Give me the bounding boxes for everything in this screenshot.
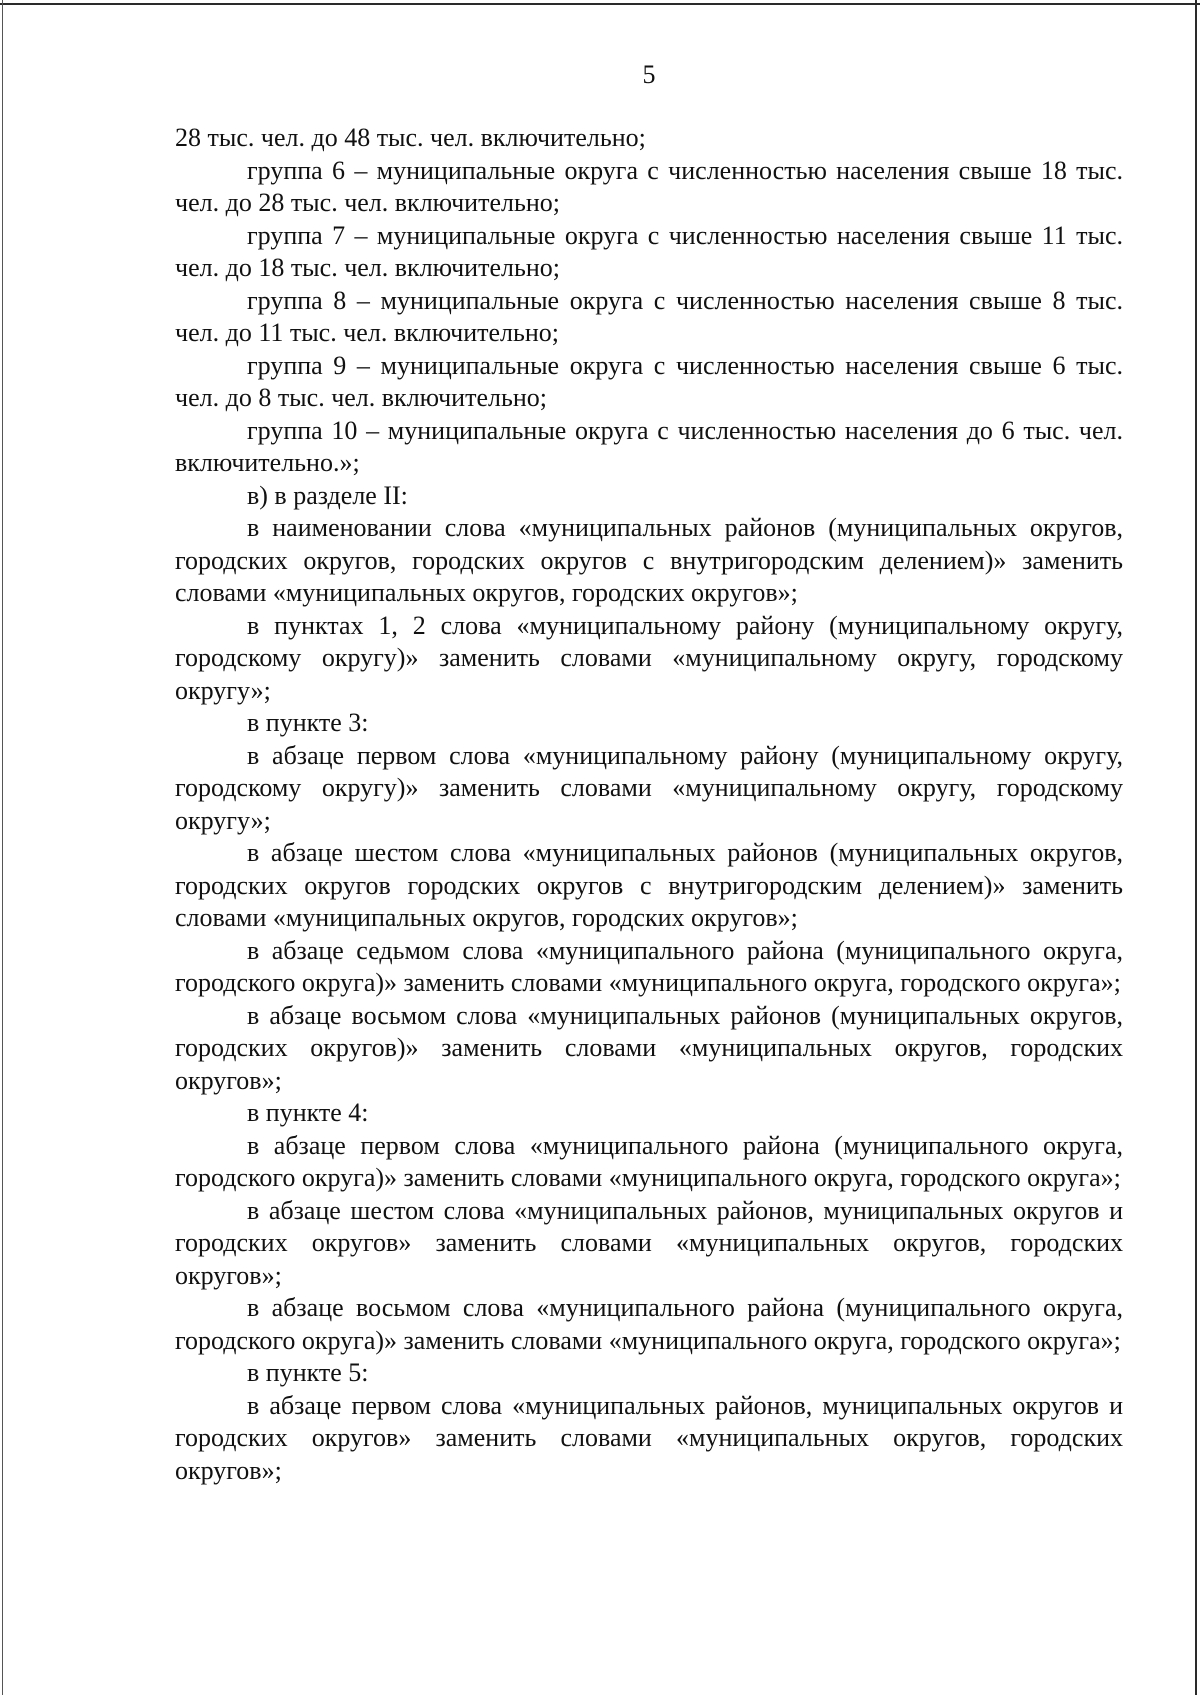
paragraph: в абзаце седьмом слова «муниципального района (муниципального округа, городского округа)» заменить словами «муниципального округа, городского округа»; — [175, 935, 1123, 997]
page-number: 5 — [642, 60, 656, 89]
paragraph: в наименовании слова «муниципальных районов (муниципальных округов, городских округов, городских округов с внутригородским делением)» заменить словами «муниципальных округов, городских округов»; — [175, 513, 1123, 607]
scan-left-edge — [2, 0, 3, 1695]
paragraph: в абзаце восьмом слова «муниципального района (муниципального округа, городского округа)» заменить словами «муниципального округа, городского округа»; — [175, 1293, 1123, 1355]
paragraph: группа 9 – муниципальные округа с численностью населения свыше 6 тыс. чел. до 8 тыс. чел. включительно; — [175, 350, 1123, 412]
scan-top-edge — [0, 3, 1200, 5]
paragraph: 28 тыс. чел. до 48 тыс. чел. включительно; — [175, 123, 646, 152]
paragraph: в абзаце первом слова «муниципальных районов, муниципальных округов и городских округов» заменить словами «муниципальных округов, городских округов»; — [175, 1390, 1123, 1485]
paragraph: в абзаце первом слова «муниципального района (муниципального округа, городского округа)» заменить словами «муниципального округа, городского округа»; — [175, 1130, 1123, 1192]
item-heading: в пункте 3: — [247, 708, 369, 737]
paragraph: группа 8 – муниципальные округа с численностью населения свыше 8 тыс. чел. до 11 тыс. чел. включительно; — [175, 285, 1123, 347]
paragraph: группа 7 – муниципальные округа с численностью населения свыше 11 тыс. чел. до 18 тыс. чел. включительно; — [175, 220, 1123, 282]
paragraph: группа 6 – муниципальные округа с численностью населения свыше 18 тыс. чел. до 28 тыс. чел. включительно; — [175, 155, 1123, 217]
paragraph: в абзаце шестом слова «муниципальных районов, муниципальных округов и городских округов» заменить словами «муниципальных округов, городских округов»; — [175, 1195, 1123, 1290]
paragraph: в пунктах 1, 2 слова «муниципальному району (муниципальному округу, городскому округу)» заменить словами «муниципальному округу, городскому округу»; — [175, 610, 1123, 705]
paragraph: группа 10 – муниципальные округа с численностью населения до 6 тыс. чел. включительно.»; — [175, 415, 1123, 477]
section-heading: в) в разделе II: — [247, 480, 408, 510]
paragraph: в абзаце шестом слова «муниципальных районов (муниципальных округов, городских округов городских округов с внутригородским делением)» заменить словами «муниципальных округов, городских округов»; — [175, 838, 1123, 932]
document-body — [175, 122, 1123, 1487]
item-heading: в пункте 5: — [247, 1358, 369, 1387]
paragraph: в абзаце восьмом слова «муниципальных районов (муниципальных округов, городских округов)» заменить словами «муниципальных округов, городских округов»; — [175, 1000, 1123, 1095]
scan-right-edge — [1195, 0, 1197, 1695]
item-heading: в пункте 4: — [247, 1098, 369, 1127]
paragraph: в абзаце первом слова «муниципальному району (муниципальному округу, городскому округу)» заменить словами «муниципальному округу, городскому округу»; — [175, 740, 1123, 835]
